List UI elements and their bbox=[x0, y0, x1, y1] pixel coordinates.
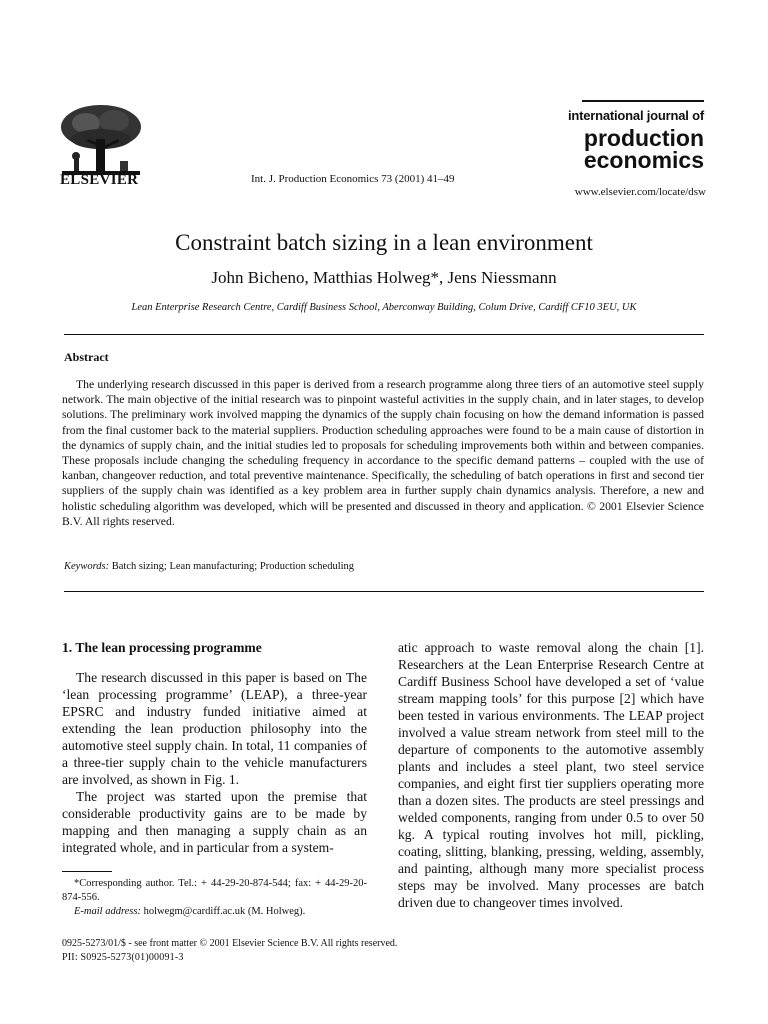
body-paragraph-right: atic approach to waste removal along the chain [1]. Researchers at the Lean Enterprise Research Centre at Cardiff Business School have developed a set of ‘value stream mapping tools’ for this purpose [2] which have been tested in various environments. The LEAP project involved a value stream network from steel mill to the departure of components to the automotive assembly plants and includes a steel plant, two steel service companies, and eight first tier suppliers operating more than a dozen sites. The products are steel pressings and welded components, ranging from under 0.5 to over 50 kg. A typical routing involves hot mill, pickling, coating, slitting, blanking, pressing, welding, assembly, and painting, although many more specialist process steps may be involved. Many processes are batch driven due to changeover times involved. bbox=[398, 640, 704, 910]
keywords-line bbox=[64, 561, 354, 572]
corresponding-author-note: *Corresponding author. Tel.: + 44-29-20-874-544; fax: + 44-29-20-874-556. bbox=[62, 878, 367, 903]
pii-footer: PII: S0925-5273(01)00091-3 bbox=[62, 952, 184, 963]
journal-url[interactable]: www.elsevier.com/locate/dsw bbox=[574, 186, 706, 198]
journal-citation: Int. J. Production Economics 73 (2001) 41–49 bbox=[251, 173, 455, 185]
keywords-label: Keywords: bbox=[64, 561, 110, 572]
journal-name-line2: economics bbox=[583, 147, 704, 173]
article-title: Constraint batch sizing in a lean environment bbox=[175, 230, 593, 255]
abstract-body: The underlying research discussed in this paper is derived from a research programme along three tiers of an automotive steel supply network. The main objective of the initial research was to pinpoint wasteful activities in the supply chain, and in later stages, to develop solutions. The preliminary work involved mapping the dynamics of the supply chain focusing on how the demand information is passed from the final customer back to the material suppliers. Production scheduling approaches were found to be a main cause of distortion in the dynamics of supply chain, and the initial studies led to proposals for scheduling improvements both within and between companies. These proposals include changing the scheduling frequency in accordance to the specific demand patterns – coupled with the use of kanban, changeover reduction, and total preventive maintenance. Specifically, the scheduling of batch operations in first and second tier suppliers of the supply chain was identified as a key problem area in further supply chain dynamics analysis. Therefore, a new and holistic scheduling algorithm was developed, which will be presented and discussed in theory and application. © 2001 Elsevier Science B.V. All rights reserved. bbox=[62, 378, 704, 528]
keywords-value: Batch sizing; Lean manufacturing; Production scheduling bbox=[111, 561, 355, 572]
section-heading: 1. The lean processing programme bbox=[62, 640, 262, 655]
email-value[interactable]: holwegm@cardiff.ac.uk (M. Holweg). bbox=[143, 906, 306, 917]
footnote-rule bbox=[62, 871, 112, 872]
email-label: E-mail address: bbox=[74, 906, 141, 917]
footnote bbox=[62, 877, 367, 919]
abstract-heading: Abstract bbox=[64, 350, 109, 364]
journal-name-small: international journal of bbox=[567, 108, 704, 123]
email-note bbox=[62, 905, 367, 919]
author-affiliation: Lean Enterprise Research Centre, Cardiff Business School, Aberconway Building, Colum Drive, Cardiff CF10 3EU, UK bbox=[131, 302, 637, 313]
copyright-footer: 0925-5273/01/$ - see front matter © 2001 Elsevier Science B.V. All rights reserved. bbox=[62, 938, 398, 949]
divider-top bbox=[64, 334, 704, 335]
article-authors: John Bicheno, Matthias Holweg*, Jens Niessmann bbox=[211, 268, 557, 287]
body-paragraph: The research discussed in this paper is based on The ‘lean processing programme’ (LEAP), a three-year EPSRC and industry funded initiative aimed at extending the lean production philosophy into the automotive steel supply chain. In total, 11 companies of a three-tier supply chain to the vehicle manufacturers are involved, as shown in Fig. 1. bbox=[62, 670, 367, 787]
journal-logo-rule bbox=[582, 100, 704, 102]
journal-name-line1: production bbox=[583, 125, 704, 151]
publisher-name: ELSEVIER bbox=[60, 172, 139, 188]
divider-bottom bbox=[64, 591, 704, 592]
body-paragraph: The project was started upon the premise that considerable productivity gains are to be made by mapping and then managing a supply chain as an integrated whole, and in particular from a system- bbox=[62, 789, 367, 855]
